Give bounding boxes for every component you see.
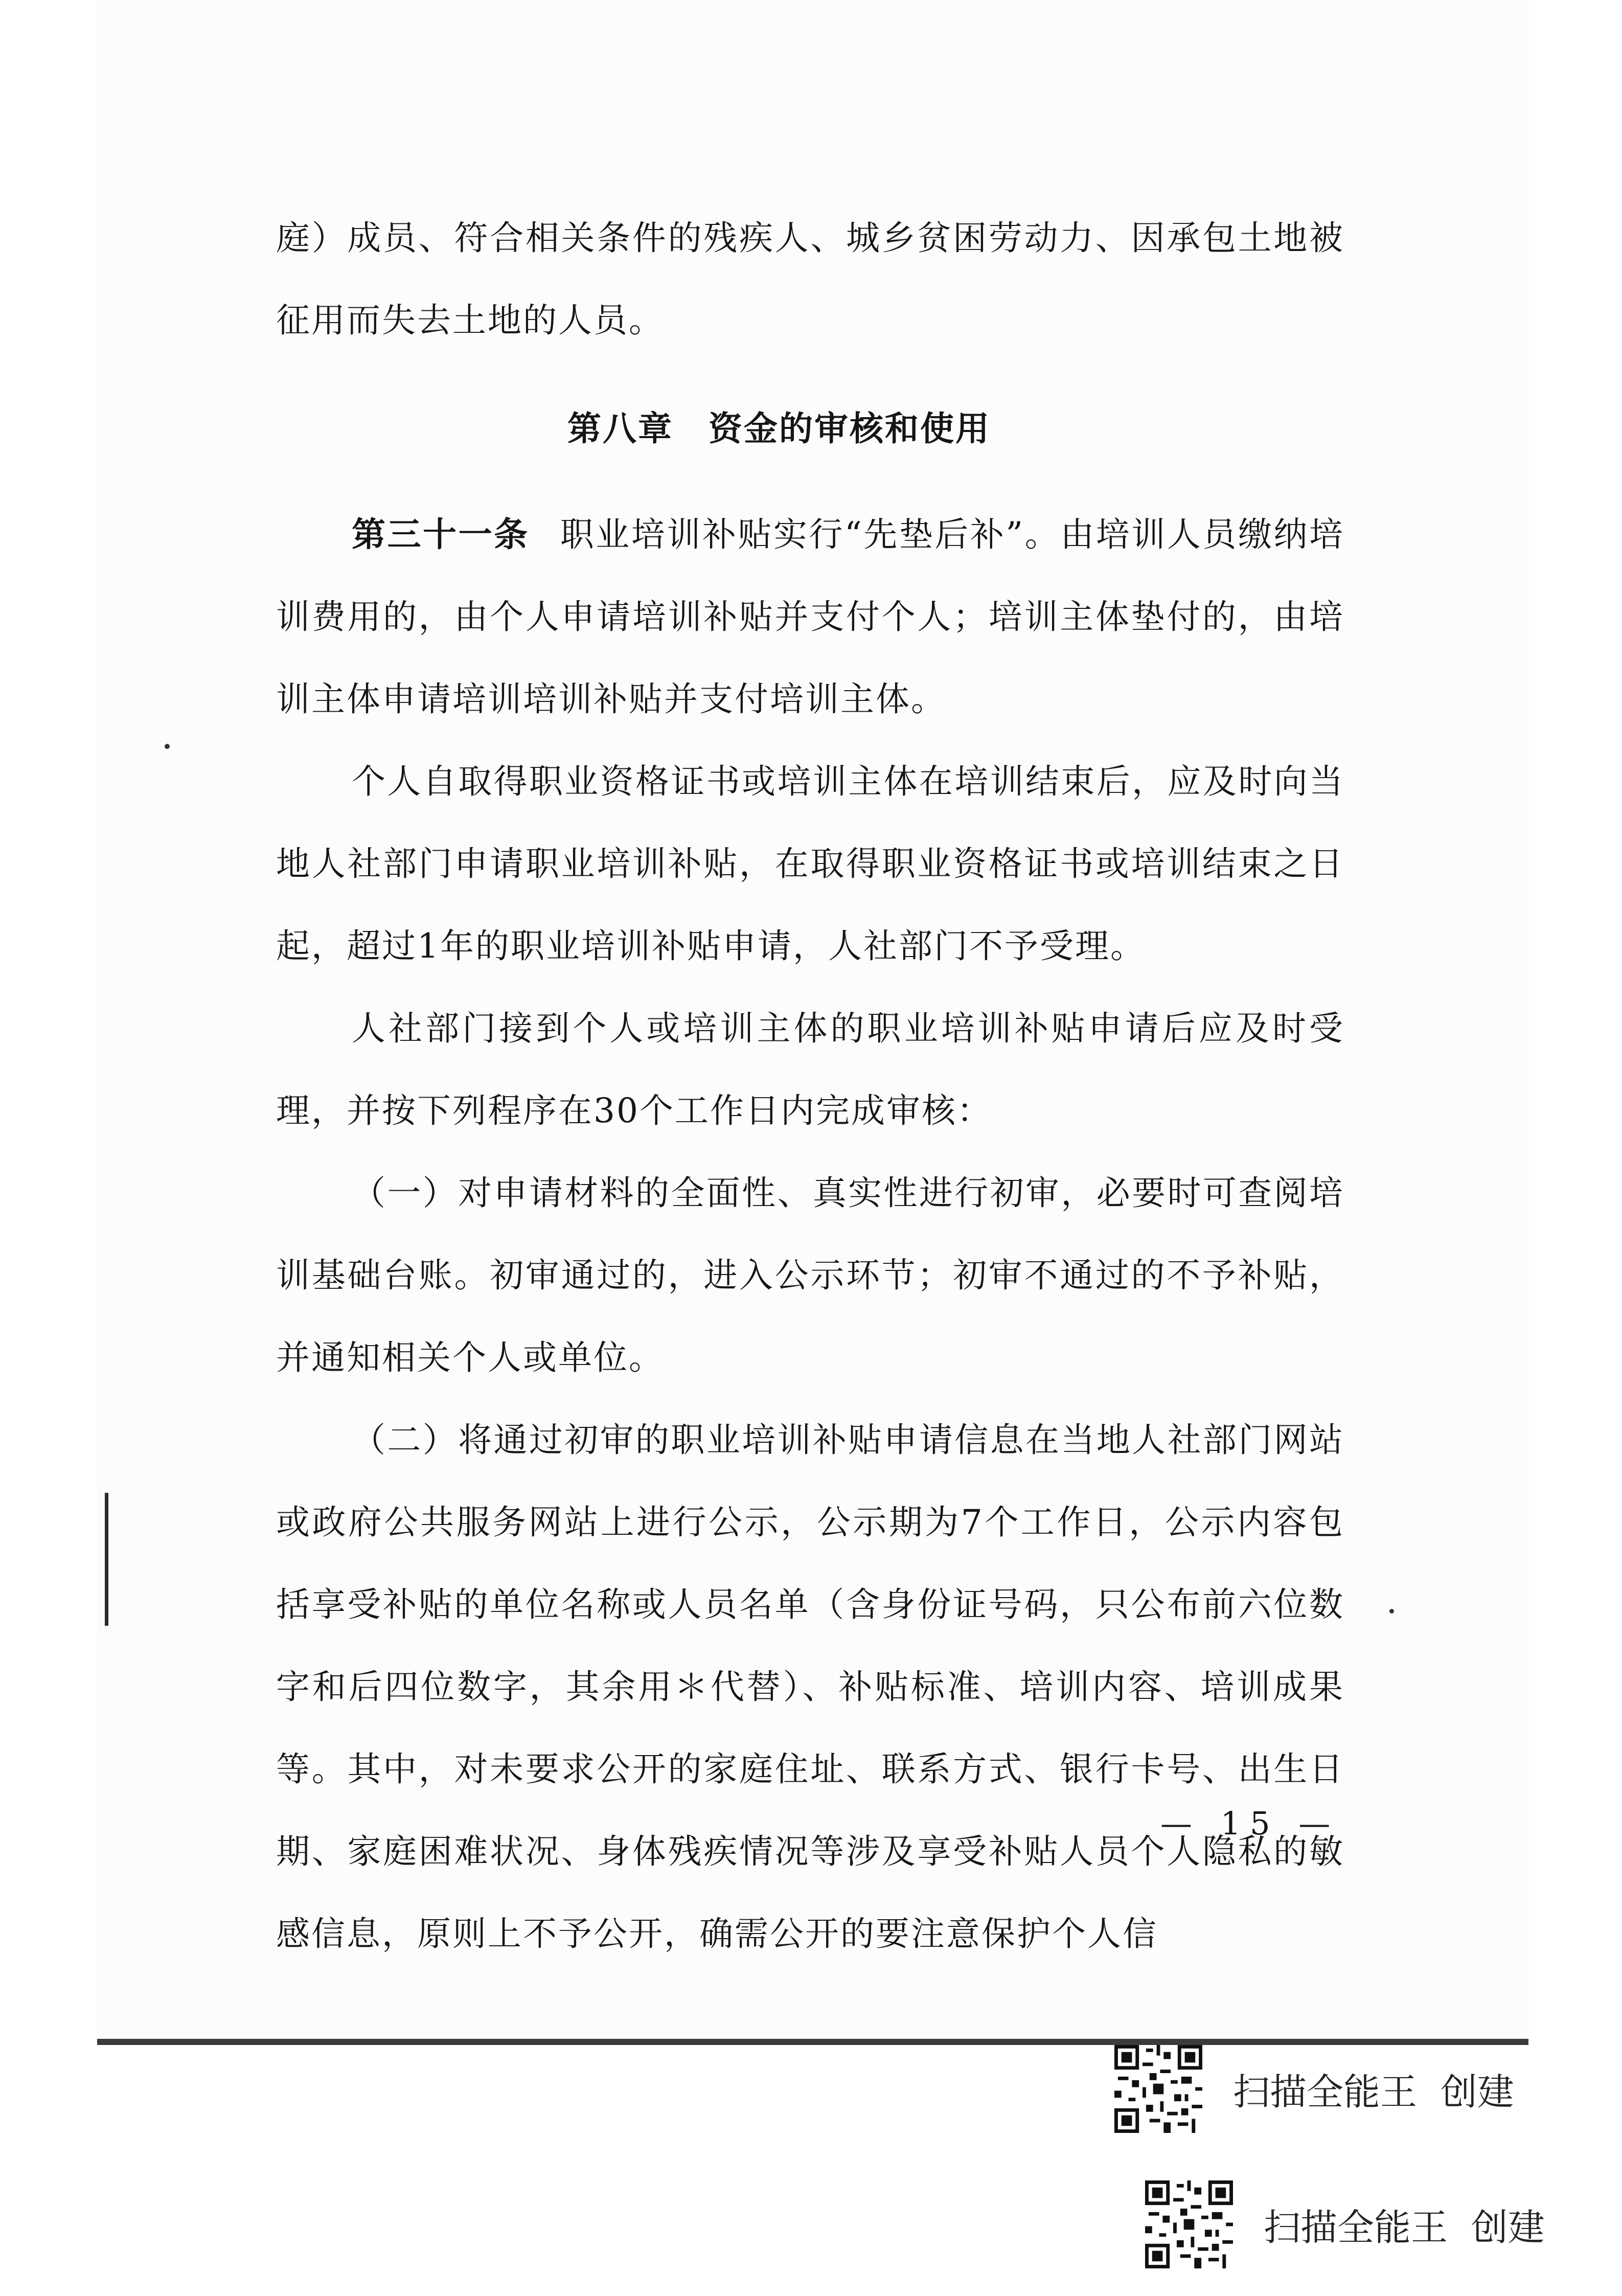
watermark-2 bbox=[1145, 2180, 1545, 2268]
scan-speck bbox=[165, 744, 170, 749]
top-fragment-paragraph: 庭）成员、符合相关条件的残疾人、城乡贫困劳动力、因承包土地被征用而失去土地的人员。 bbox=[276, 218, 1344, 340]
chapter-title: 第八章 资金的审核和使用 bbox=[567, 409, 991, 448]
article-31-body: 职业培训补贴实行“先垫后补”。由培训人员缴纳培训费用的，由个人申请培训补贴并支付个人；培训主体垫付的，由培训主体申请培训培训补贴并支付培训主体。 bbox=[276, 515, 1345, 719]
page-bottom-edge bbox=[97, 2039, 1528, 2045]
qr-code-icon bbox=[1114, 2045, 1202, 2133]
top-fragment-block bbox=[276, 197, 1344, 361]
watermark-1 bbox=[1114, 2045, 1514, 2133]
item-two-publicity: （二）将通过初审的职业培训补贴申请信息在当地人社部门网站或政府公共服务网站上进行公示，公示期为7个工作日，公示内容包括享受补贴的单位名称或人员名单（含身份证号码，只公布前六位数字和后四位数字，其余用＊代替）、补贴标准、培训内容、培训成果等。其中，对未要求公开的家庭住址、联系方式、银行卡号、出生日期、家庭困难状况、身体残疾情况等涉及享受补贴人员个人隐私的敏感信息，原则上不予公开，确需公开的要注意保护个人信 bbox=[276, 1420, 1344, 1953]
article-number: 第三十一条 bbox=[352, 515, 530, 554]
article-block bbox=[276, 493, 1344, 1975]
watermark-text: 扫描全能王 创建 bbox=[1233, 2071, 1514, 2113]
paragraph-deadline: 个人自取得职业资格证书或培训主体在培训结束后，应及时向当地人社部门申请职业培训补贴，在取得职业资格证书或培训结束之日起，超过1年的职业培训补贴申请，人社部门不予受理。 bbox=[276, 762, 1344, 966]
item-one-initial-review: （一）对申请材料的全面性、真实性进行初审，必要时可查阅培训基础台账。初审通过的，进入公示环节；初审不通过的不予补贴，并通知相关个人或单位。 bbox=[276, 1173, 1344, 1377]
article-31-paragraph bbox=[276, 493, 1344, 740]
page-number: — 15 — bbox=[1160, 1805, 1340, 1842]
watermark-text: 扫描全能王 创建 bbox=[1264, 2206, 1545, 2249]
scan-speck bbox=[1389, 1609, 1394, 1613]
paragraph-review-procedure: 人社部门接到个人或培训主体的职业培训补贴申请后应及时受理，并按下列程序在30个工作日内完成审核： bbox=[276, 1009, 1344, 1130]
qr-code-icon bbox=[1145, 2180, 1233, 2268]
binding-mark bbox=[105, 1493, 116, 1626]
